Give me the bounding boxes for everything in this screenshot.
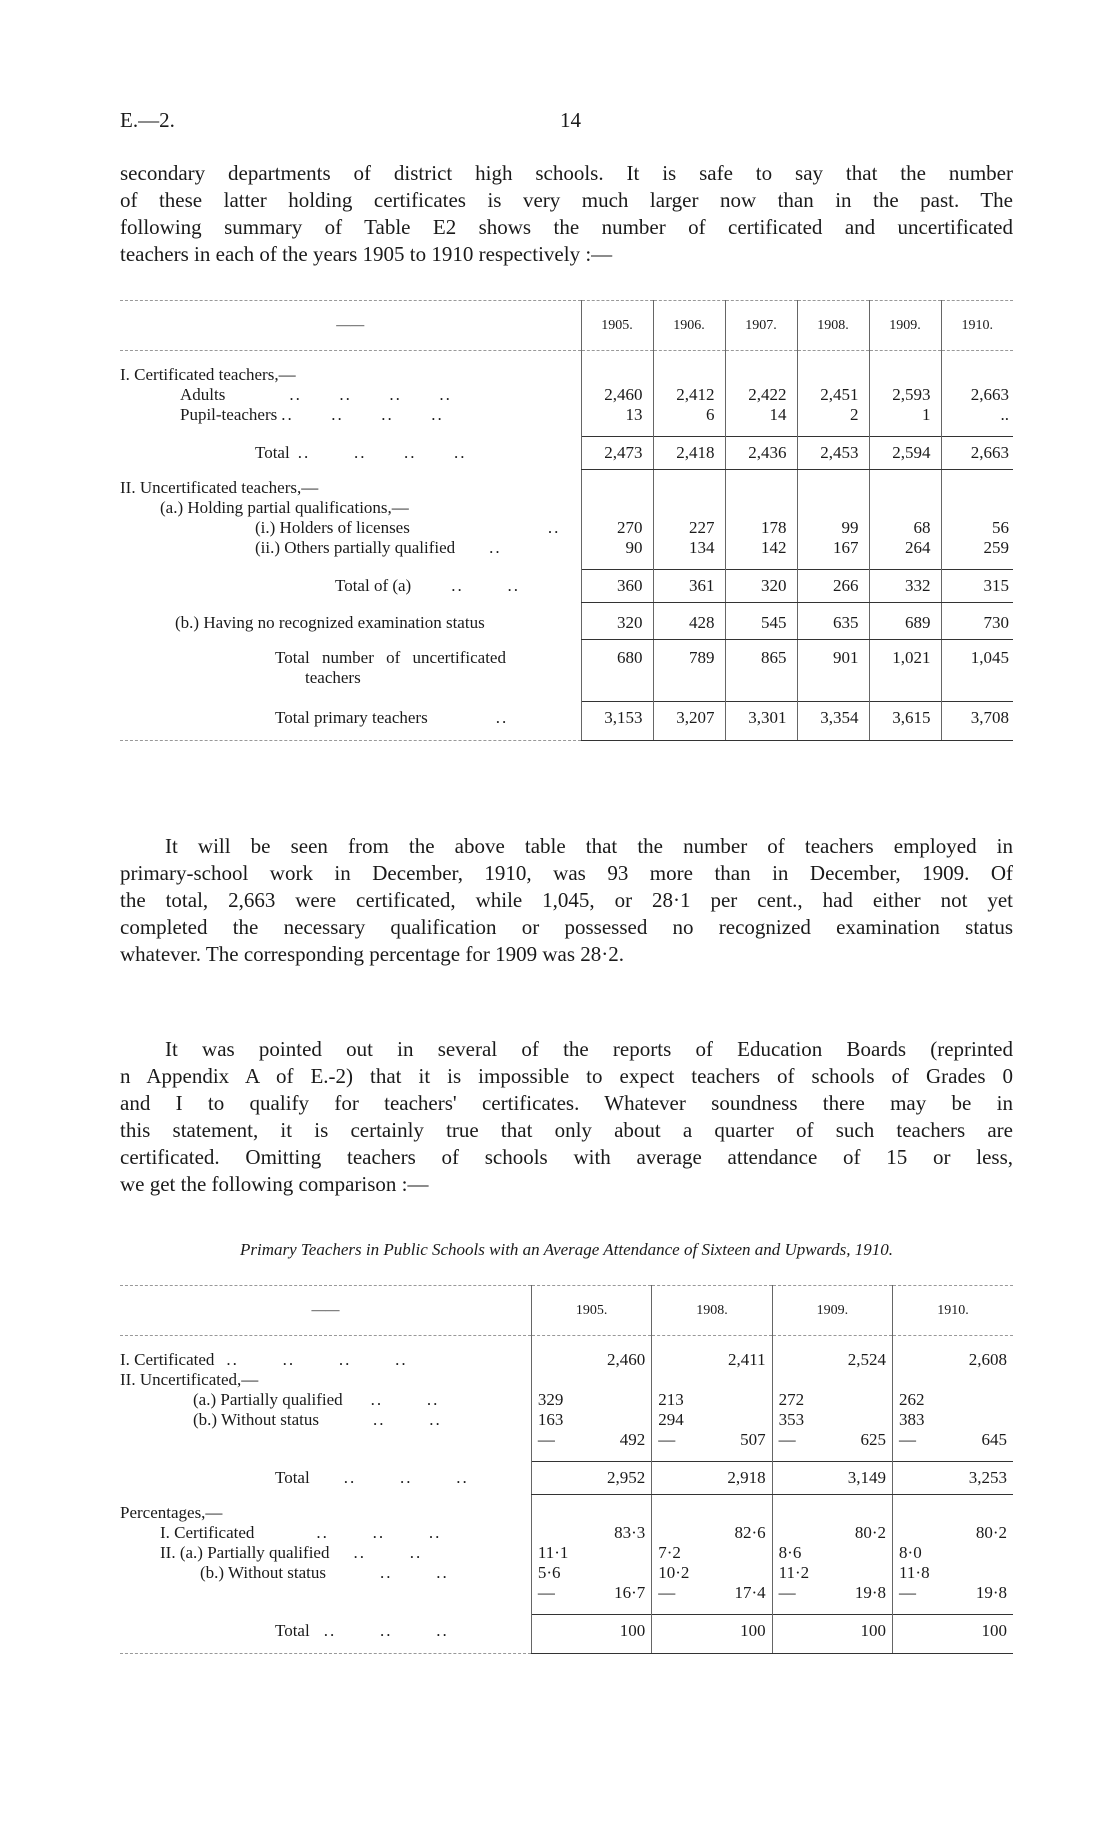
table-cell: 3,615 xyxy=(869,702,941,741)
sum-dash: — xyxy=(778,1582,796,1602)
row-label: Total number of uncertificated xyxy=(275,647,506,667)
table-cell: 329 xyxy=(531,1390,651,1410)
table-cell: 353 xyxy=(772,1410,892,1430)
table-cell: 17·4 xyxy=(734,1582,766,1602)
table-row: Total .. .. .. 100 100 100 100 xyxy=(120,1615,1013,1654)
text-line: n Appendix A of E.-2) that it is impossible to expect teachers of schools of Grades 0 xyxy=(120,1064,1013,1088)
table-cell: 507 xyxy=(740,1429,766,1449)
year-header: 1910. xyxy=(941,301,1013,351)
table-cell: 83·3 xyxy=(531,1523,651,1543)
sum-dash: — xyxy=(537,1582,555,1602)
table-row: Total .. .. .. .. 2,473 2,418 2,436 2,453 2,594 2,663 xyxy=(120,437,1013,470)
table-cell: 2,412 xyxy=(653,385,725,405)
table-cell: 227 xyxy=(653,518,725,538)
table-cell: 2,436 xyxy=(725,437,797,470)
table-cell: 264 xyxy=(869,538,941,558)
teachers-table-1910-comparison xyxy=(120,1285,1013,1654)
year-header: 1909. xyxy=(869,301,941,351)
year-header: 1907. xyxy=(725,301,797,351)
text-line: teachers in each of the years 1905 to 1910 respectively :— xyxy=(120,242,613,266)
table-cell: 16·7 xyxy=(614,1582,646,1602)
document-reference: E.—2. xyxy=(120,108,175,132)
row-label: (a.) Partially qualified xyxy=(193,1389,343,1409)
table-cell: 90 xyxy=(581,538,653,558)
table-cell: 100 xyxy=(772,1615,892,1654)
table-cell: 680 xyxy=(581,640,653,688)
page-number: 14 xyxy=(560,108,581,132)
table-cell: 3,301 xyxy=(725,702,797,741)
year-header: 1906. xyxy=(653,301,725,351)
table-cell: 320 xyxy=(725,570,797,603)
table-cell: 2,453 xyxy=(797,437,869,470)
text-line: primary-school work in December, 1910, was 93 more than in December, 1909. Of xyxy=(120,861,1013,885)
text-line: It was pointed out in several of the reports of Education Boards (reprinted xyxy=(165,1037,1013,1061)
table-cell: 428 xyxy=(653,603,725,640)
table-cell: 2,663 xyxy=(941,437,1013,470)
text-line: certificated. Omitting teachers of schools with average attendance of 15 or less, xyxy=(120,1145,1013,1169)
table-row xyxy=(120,365,1013,385)
row-label: Total of (a) xyxy=(335,575,412,595)
paragraph-2 xyxy=(120,833,1013,968)
table-cell: .. xyxy=(941,405,1013,425)
table-cell: 3,207 xyxy=(653,702,725,741)
table-cell: 360 xyxy=(581,570,653,603)
table-cell: 689 xyxy=(869,603,941,640)
table-row: (a.) Partially qualified .. .. 329 213 272 262 xyxy=(120,1390,1013,1410)
table-cell: 361 xyxy=(653,570,725,603)
table-cell: 266 xyxy=(797,570,869,603)
text-line: this statement, it is certainly true that only about a quarter of such teachers are xyxy=(120,1118,1013,1142)
table-cell: 332 xyxy=(869,570,941,603)
header-dash: —— xyxy=(120,301,581,351)
table-cell: 645 xyxy=(981,1429,1007,1449)
table-row: Total of (a) .. .. 360 361 320 266 332 315 xyxy=(120,570,1013,603)
sum-dash: — xyxy=(778,1429,796,1449)
table-row: Pupil-teachers .. .. .. .. 13 6 14 2 1 .. xyxy=(120,405,1013,425)
table-cell: 625 xyxy=(860,1429,887,1449)
row-label: I. Certificated xyxy=(160,1522,255,1542)
row-label: (b.) Having no recognized examination status xyxy=(175,612,485,632)
table-cell: 82·6 xyxy=(652,1523,772,1543)
table-cell: 8·0 xyxy=(893,1543,1013,1563)
table-cell: 259 xyxy=(941,538,1013,558)
table-row xyxy=(120,470,1013,498)
table-row: II. (a.) Partially qualified .. .. 11·1 7·2 8·6 8·0 xyxy=(120,1543,1013,1563)
table-row xyxy=(120,498,1013,518)
table-cell: 167 xyxy=(797,538,869,558)
table-cell: 2,593 xyxy=(869,385,941,405)
table-cell: 5·6 xyxy=(531,1563,651,1583)
year-header: 1908. xyxy=(652,1286,772,1336)
row-heading: Percentages,— xyxy=(120,1502,223,1522)
table-cell: 3,153 xyxy=(581,702,653,741)
text-line: the total, 2,663 were certificated, while 1,045, or 28·1 per cent., had either not yet xyxy=(120,888,1013,912)
table-cell: 100 xyxy=(531,1615,651,1654)
table-cell: 3,149 xyxy=(772,1462,892,1495)
row-label: (b.) Without status xyxy=(193,1409,320,1429)
table-cell: 2,411 xyxy=(652,1350,772,1370)
table-row: Total .. .. .. 2,952 2,918 3,149 3,253 xyxy=(120,1462,1013,1495)
table-row: (ii.) Others partially qualified .. 90 134 142 167 264 259 xyxy=(120,538,1013,558)
table-cell: 11·1 xyxy=(531,1543,651,1563)
table-cell: 178 xyxy=(725,518,797,538)
table-cell: 10·2 xyxy=(652,1563,772,1583)
sum-dash: — xyxy=(658,1429,676,1449)
table-cell: 100 xyxy=(652,1615,772,1654)
row-heading: II. Uncertificated,— xyxy=(120,1369,259,1389)
table-row xyxy=(120,1583,1013,1603)
table-cell: 56 xyxy=(941,518,1013,538)
table-cell: 19·8 xyxy=(854,1582,887,1602)
teachers-table-1905-1910 xyxy=(120,300,1013,741)
header-dash: —— xyxy=(120,1286,531,1336)
table-row: (b.) Without status .. .. 163 294 353 383 xyxy=(120,1410,1013,1430)
table-cell: 1,045 xyxy=(941,640,1013,688)
row-label: (i.) Holders of licenses xyxy=(255,517,410,537)
table-row xyxy=(120,603,1013,640)
text-line: whatever. The corresponding percentage for 1909 was 28·2. xyxy=(120,942,625,966)
paragraph-1 xyxy=(120,160,1013,268)
table-cell: 80·2 xyxy=(893,1523,1013,1543)
table-cell: 100 xyxy=(893,1615,1013,1654)
row-label: II. (a.) Partially qualified xyxy=(160,1542,330,1562)
table-cell: 2,418 xyxy=(653,437,725,470)
table-cell: 545 xyxy=(725,603,797,640)
row-label-continued: teachers xyxy=(305,667,361,687)
table-cell: 142 xyxy=(725,538,797,558)
table-cell: 2,918 xyxy=(652,1462,772,1495)
sum-dash: — xyxy=(899,1582,917,1602)
table-cell: 19·8 xyxy=(975,1582,1007,1602)
table-cell: 901 xyxy=(797,640,869,688)
table-row: I. Certificated .. .. .. .. 2,460 2,411 2,524 2,608 xyxy=(120,1350,1013,1370)
table-cell: 2,594 xyxy=(869,437,941,470)
table-row: Adults .. .. .. .. 2,460 2,412 2,422 2,451 2,593 2,663 xyxy=(120,385,1013,405)
table-caption: Primary Teachers in Public Schools with an Average Attendance of Sixteen and Upwards, 1910. xyxy=(239,1240,893,1259)
table-cell: 2,524 xyxy=(772,1350,892,1370)
table-cell: 3,253 xyxy=(893,1462,1013,1495)
table-cell: 163 xyxy=(531,1410,651,1430)
table-cell: 80·2 xyxy=(772,1523,892,1543)
table-row: I. Certificated .. .. .. 83·3 82·6 80·2 80·2 xyxy=(120,1523,1013,1543)
table-row xyxy=(120,1495,1013,1523)
sum-dash: — xyxy=(658,1582,676,1602)
table-cell: 13 xyxy=(581,405,653,425)
text-line: completed the necessary qualification or possessed no recognized examination status xyxy=(120,915,1013,939)
row-label: Total xyxy=(275,1467,310,1487)
table-cell: 2,460 xyxy=(531,1350,651,1370)
table-cell: 2,663 xyxy=(941,385,1013,405)
table-cell: 492 xyxy=(619,1429,646,1449)
table-cell: 2,460 xyxy=(581,385,653,405)
table-cell: 68 xyxy=(869,518,941,538)
sum-dash: — xyxy=(537,1429,555,1449)
table-cell: 8·6 xyxy=(772,1543,892,1563)
row-label: (b.) Without status xyxy=(200,1562,327,1582)
table-cell: 635 xyxy=(797,603,869,640)
table-cell: 730 xyxy=(941,603,1013,640)
text-line: of these latter holding certificates is very much larger now than in the past. The xyxy=(120,188,1013,212)
table-cell: 2,473 xyxy=(581,437,653,470)
sum-dash: — xyxy=(899,1429,917,1449)
row-label: Total primary teachers xyxy=(275,707,428,727)
table-cell: 2,422 xyxy=(725,385,797,405)
row-heading: II. Uncertificated teachers,— xyxy=(120,477,319,497)
table-cell: 2,451 xyxy=(797,385,869,405)
row-label: Adults xyxy=(180,384,226,404)
table-cell: 1,021 xyxy=(869,640,941,688)
table-cell: 789 xyxy=(653,640,725,688)
table-cell: 383 xyxy=(893,1410,1013,1430)
year-header: 1908. xyxy=(797,301,869,351)
year-header: 1905. xyxy=(581,301,653,351)
table-row: (i.) Holders of licenses .. 270 227 178 99 68 56 xyxy=(120,518,1013,538)
year-header: 1910. xyxy=(893,1286,1013,1336)
table-cell: 14 xyxy=(725,405,797,425)
table-cell: 272 xyxy=(772,1390,892,1410)
table-row xyxy=(120,1370,1013,1390)
table-cell: 134 xyxy=(653,538,725,558)
row-label: I. Certificated xyxy=(120,1349,215,1369)
table-cell: 294 xyxy=(652,1410,772,1430)
table-row: (b.) Without status .. .. 5·6 10·2 11·2 11·8 xyxy=(120,1563,1013,1583)
table-cell: 6 xyxy=(653,405,725,425)
table-row xyxy=(120,640,1013,688)
table-cell: 315 xyxy=(941,570,1013,603)
table-cell: 11·2 xyxy=(772,1563,892,1583)
table-cell: 3,354 xyxy=(797,702,869,741)
table-row: Total primary teachers .. 3,153 3,207 3,301 3,354 3,615 3,708 xyxy=(120,702,1013,741)
row-label: Pupil-teachers xyxy=(180,404,278,424)
table-cell: 99 xyxy=(797,518,869,538)
table-cell: 262 xyxy=(893,1390,1013,1410)
table-cell: 2,608 xyxy=(893,1350,1013,1370)
table-cell: 7·2 xyxy=(652,1543,772,1563)
year-header: 1905. xyxy=(531,1286,651,1336)
row-label: (ii.) Others partially qualified xyxy=(255,537,456,557)
text-line: and I to qualify for teachers' certificates. Whatever soundness there may be in xyxy=(120,1091,1013,1115)
table-cell: 2,952 xyxy=(531,1462,651,1495)
text-line: It will be seen from the above table that the number of teachers employed in xyxy=(165,834,1013,858)
table-cell: 3,708 xyxy=(941,702,1013,741)
table-row xyxy=(120,1430,1013,1450)
table-cell: 1 xyxy=(869,405,941,425)
row-label: Total xyxy=(255,442,290,462)
table-cell: 2 xyxy=(797,405,869,425)
table-cell: 320 xyxy=(581,603,653,640)
row-heading: (a.) Holding partial qualifications,— xyxy=(160,497,409,517)
row-heading: I. Certificated teachers,— xyxy=(120,364,296,384)
year-header: 1909. xyxy=(772,1286,892,1336)
table-cell: 865 xyxy=(725,640,797,688)
table-cell: 270 xyxy=(581,518,653,538)
text-line: following summary of Table E2 shows the number of certificated and uncertificated xyxy=(120,215,1013,239)
paragraph-3 xyxy=(120,1036,1013,1198)
table-cell: 213 xyxy=(652,1390,772,1410)
row-label: Total xyxy=(275,1620,310,1640)
table-cell: 11·8 xyxy=(893,1563,1013,1583)
text-line: secondary departments of district high schools. It is safe to say that the number xyxy=(120,161,1013,185)
text-line: we get the following comparison :— xyxy=(120,1172,429,1196)
